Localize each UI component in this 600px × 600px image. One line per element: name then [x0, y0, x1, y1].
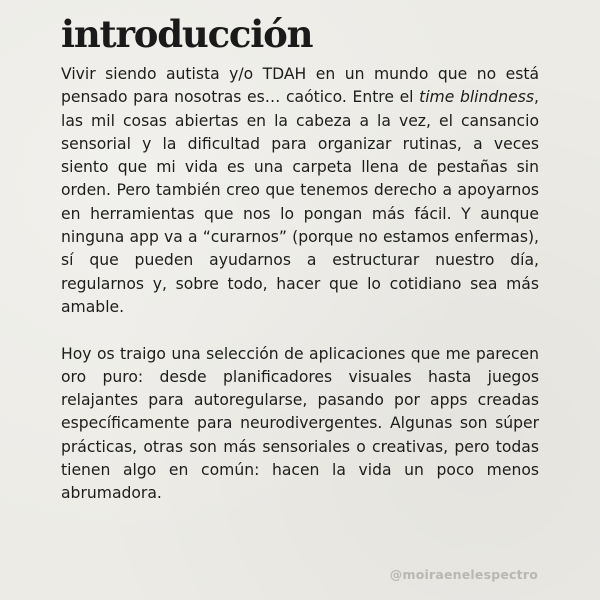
author-handle: @moiraenelespectro: [389, 567, 538, 582]
intro-paragraph-1-end: , las mil cosas abiertas en la cabeza a la vez, el cansancio sensorial y la dificultad para organizar rutinas, a veces siento que mi vida es una carpeta llena de pestañas sin orden. Pero también creo que tenemos derecho a apoyarnos en herramientas que nos lo pongan más fácil. Y aunque ninguna app va a “curarnos” (porque no estamos enfermas), sí que pueden ayudarnos a estructurar nuestro día, regularnos y, sobre todo, hacer que lo cotidiano sea más amable.: [61, 88, 539, 316]
intro-paragraph-1-emphasis: time blindness: [419, 88, 535, 107]
intro-paragraph-1: [61, 63, 539, 319]
intro-paragraph-2: Hoy os traigo una selección de aplicaciones que me parecen oro puro: desde planificadores visuales hasta juegos relajantes para autoregularse, pasando por apps creadas específicamente para neurodivergentes. Algunas son súper prácticas, otras son más sensoriales o creativas, pero todas tienen algo en común: hacen la vida un poco menos abrumadora.: [61, 344, 539, 503]
intro-paragraph-1-start: Vivir siendo autista y/o TDAH en un mundo que no está pensado para nosotras es… caótico. Entre el: [61, 65, 539, 107]
page-title: introducción: [61, 12, 313, 56]
article-body: [61, 63, 539, 506]
